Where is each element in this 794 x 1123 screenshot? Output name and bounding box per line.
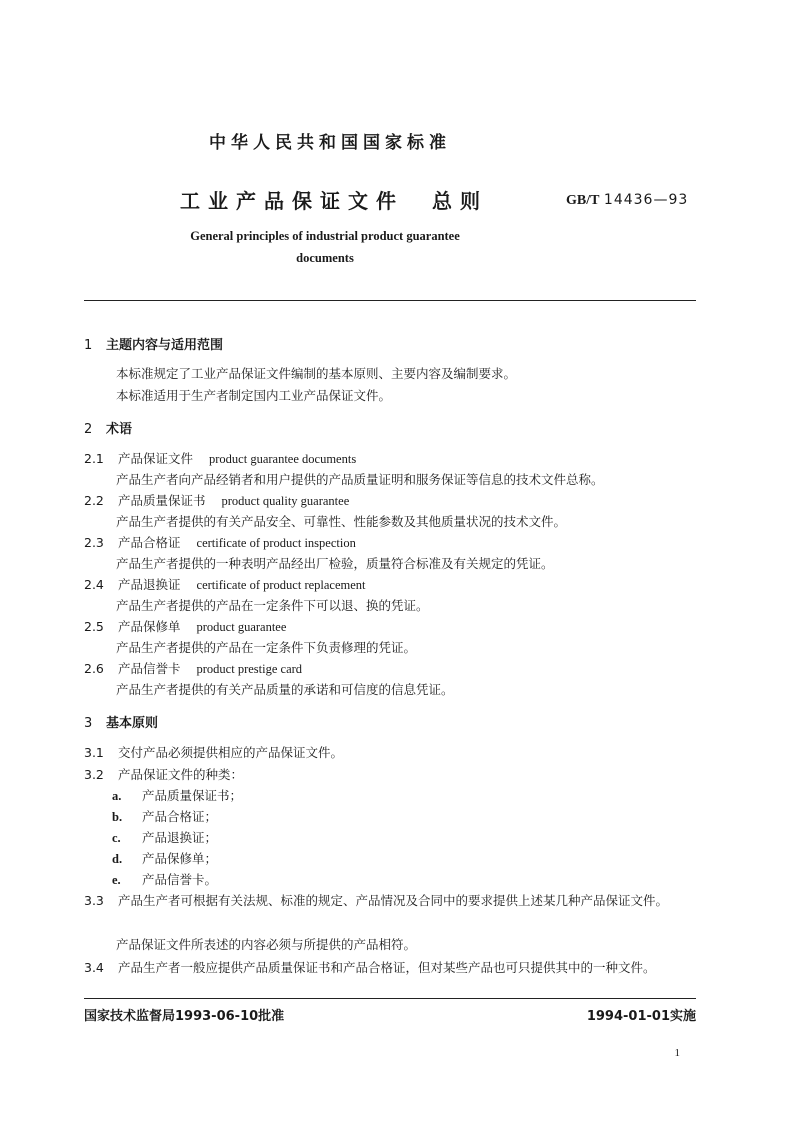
term-2-1-definition: 产品生产者向产品经销者和用户提供的产品质量证明和服务保证等信息的技术文件总称。 xyxy=(116,472,604,487)
section-1-heading: 1 主题内容与适用范围 xyxy=(84,338,224,353)
term-2-2-definition: 产品生产者提供的有关产品安全、可靠性、性能参数及其他质量状况的技术文件。 xyxy=(116,514,567,529)
english-title-line1: General principles of industrial product guarantee xyxy=(190,229,460,243)
list-item: a. 产品质量保证书； xyxy=(112,788,243,803)
clause-3-3: 3.3 产品生产者可根据有关法规、标准的规定、产品情况及合同中的要求提供上述某几种产品保证文件。 xyxy=(84,893,669,908)
section-3-heading: 3 基本原则 xyxy=(84,716,159,731)
approval-date: 国家技术监督局1993-06-10批准 xyxy=(84,1009,285,1024)
term-2-1: 2.1 产品保证文件 product guarantee documents xyxy=(84,451,357,466)
term-2-5-definition: 产品生产者提供的产品在一定条件下负责修理的凭证。 xyxy=(116,640,417,655)
footer-divider xyxy=(84,998,696,999)
list-item: d. 产品保修单； xyxy=(112,851,218,866)
implementation-date: 1994-01-01实施 xyxy=(586,1009,696,1024)
standard-code-number: 14436—93 xyxy=(603,192,689,208)
list-item: e. 产品信誉卡。 xyxy=(112,872,218,887)
term-2-4-definition: 产品生产者提供的产品在一定条件下可以退、换的凭证。 xyxy=(116,598,429,613)
standard-code xyxy=(566,192,688,209)
clause-3-2: 3.2 产品保证文件的种类： xyxy=(84,767,244,782)
term-2-2: 2.2 产品质量保证书 product quality guarantee xyxy=(84,493,350,508)
page-number: 1 xyxy=(674,1047,680,1059)
document-title: 工业产品保证文件 总则 xyxy=(180,189,488,213)
clause-3-4: 3.4 产品生产者一般应提供产品质量保证书和产品合格证，但对某些产品也可只提供其中的一种文件。 xyxy=(84,960,656,975)
list-item: c. 产品退换证； xyxy=(112,830,218,845)
english-title-line2: documents xyxy=(296,251,354,265)
clause-3-3-para2: 产品保证文件所表述的内容必须与所提供的产品相符。 xyxy=(116,937,417,952)
term-2-6: 2.6 产品信誉卡 product prestige card xyxy=(84,661,303,676)
term-2-4: 2.4 产品退换证 certificate of product replacement xyxy=(84,577,366,592)
list-item: b. 产品合格证； xyxy=(112,809,218,824)
term-2-3-definition: 产品生产者提供的一种表明产品经出厂检验，质量符合标准及有关规定的凭证。 xyxy=(116,556,554,571)
section-1-para2: 本标准适用于生产者制定国内工业产品保证文件。 xyxy=(116,388,392,403)
term-2-3: 2.3 产品合格证 certificate of product inspection xyxy=(84,535,356,550)
section-2-heading: 2 术语 xyxy=(84,422,133,437)
clause-3-1: 3.1 交付产品必须提供相应的产品保证文件。 xyxy=(84,745,344,760)
section-1-para1: 本标准规定了工业产品保证文件编制的基本原则、主要内容及编制要求。 xyxy=(116,366,517,381)
issuing-organization: 中华人民共和国国家标准 xyxy=(209,133,451,153)
term-2-6-definition: 产品生产者提供的有关产品质量的承诺和可信度的信息凭证。 xyxy=(116,682,454,697)
term-2-5: 2.5 产品保修单 product guarantee xyxy=(84,619,287,634)
standard-code-prefix: GB/T xyxy=(566,193,600,208)
header-divider xyxy=(84,300,696,301)
